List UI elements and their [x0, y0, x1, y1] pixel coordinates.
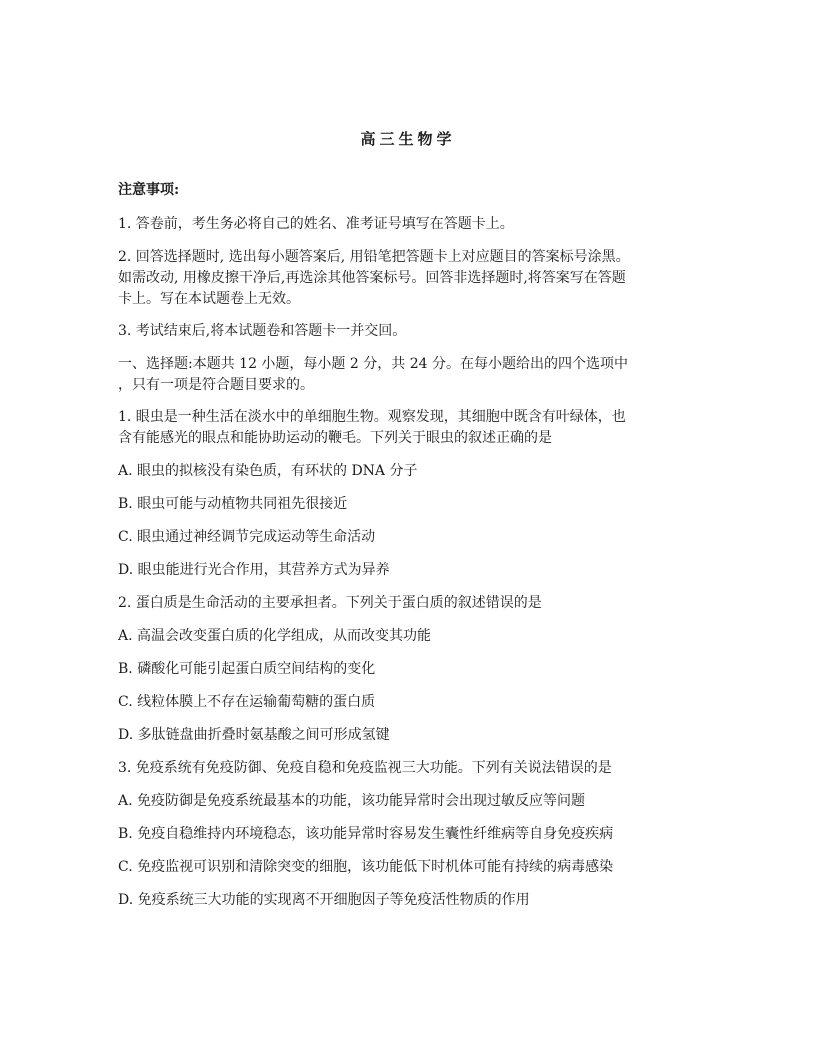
- question-2-option-a: A. 高温会改变蛋白质的化学组成，从而改变其功能: [118, 628, 432, 644]
- question-1-stem-line-2: 含有能感光的眼点和能协助运动的鞭毛。下列关于眼虫的叙述正确的是: [118, 430, 552, 446]
- question-1-stem-line-1: 1. 眼虫是一种生活在淡水中的单细胞生物。观察发现，其细胞中既含有叶绿体，也: [118, 409, 626, 425]
- question-2-option-b: B. 磷酸化可能引起蛋白质空间结构的变化: [118, 661, 376, 677]
- question-2-stem: 2. 蛋白质是生命活动的主要承担者。下列关于蛋白质的叙述错误的是: [118, 595, 542, 611]
- question-2-option-c: C. 线粒体膜上不存在运输葡萄糖的蛋白质: [118, 694, 376, 710]
- notice-item-2-line-1: 2. 回答选择题时, 选出每小题答案后, 用铅笔把答题卡上对应题目的答案标号涂黑。: [118, 249, 630, 265]
- notice-heading: 注意事项:: [118, 182, 180, 198]
- section-heading-line-2: ，只有一项是符合题目要求的。: [118, 377, 314, 393]
- page-title: 高三生物学: [360, 130, 456, 148]
- section-heading-line-1: 一、选择题:本题共 12 小题，每小题 2 分，共 24 分。在每小题给出的四个选项中: [118, 356, 628, 372]
- question-3-option-b: B. 免疫自稳维持内环境稳态，该功能异常时容易发生囊性纤维病等自身免疫疾病: [118, 826, 614, 842]
- question-1-option-a: A. 眼虫的拟核没有染色质，有环状的 DNA 分子: [118, 463, 418, 479]
- question-1-option-d: D. 眼虫能进行光合作用，其营养方式为异养: [118, 562, 390, 578]
- notice-item-1: 1. 答卷前，考生务必将自己的姓名、准考证号填写在答题卡上。: [118, 216, 514, 232]
- notice-item-2-line-2: 如需改动, 用橡皮擦干净后,再选涂其他答案标号。回答非选择题时,将答案写在答题: [118, 270, 626, 286]
- question-2-option-d: D. 多肽链盘曲折叠时氨基酸之间可形成氢键: [118, 727, 390, 743]
- question-3-option-d: D. 免疫系统三大功能的实现离不开细胞因子等免疫活性物质的作用: [118, 892, 530, 908]
- question-1-option-b: B. 眼虫可能与动植物共同祖先很接近: [118, 496, 348, 512]
- question-3-stem: 3. 免疫系统有免疫防御、免疫自稳和免疫监视三大功能。下列有关说法错误的是: [118, 760, 612, 776]
- question-3-option-c: C. 免疫监视可识别和清除突变的细胞，该功能低下时机体可能有持续的病毒感染: [118, 859, 614, 875]
- notice-item-2-line-3: 卡上。写在本试题卷上无效。: [118, 291, 300, 307]
- question-1-option-c: C. 眼虫通过神经调节完成运动等生命活动: [118, 529, 376, 545]
- question-3-option-a: A. 免疫防御是免疫系统最基本的功能，该功能异常时会出现过敏反应等问题: [118, 793, 586, 809]
- notice-item-3: 3. 考试结束后,将本试题卷和答题卡一并交回。: [118, 323, 407, 339]
